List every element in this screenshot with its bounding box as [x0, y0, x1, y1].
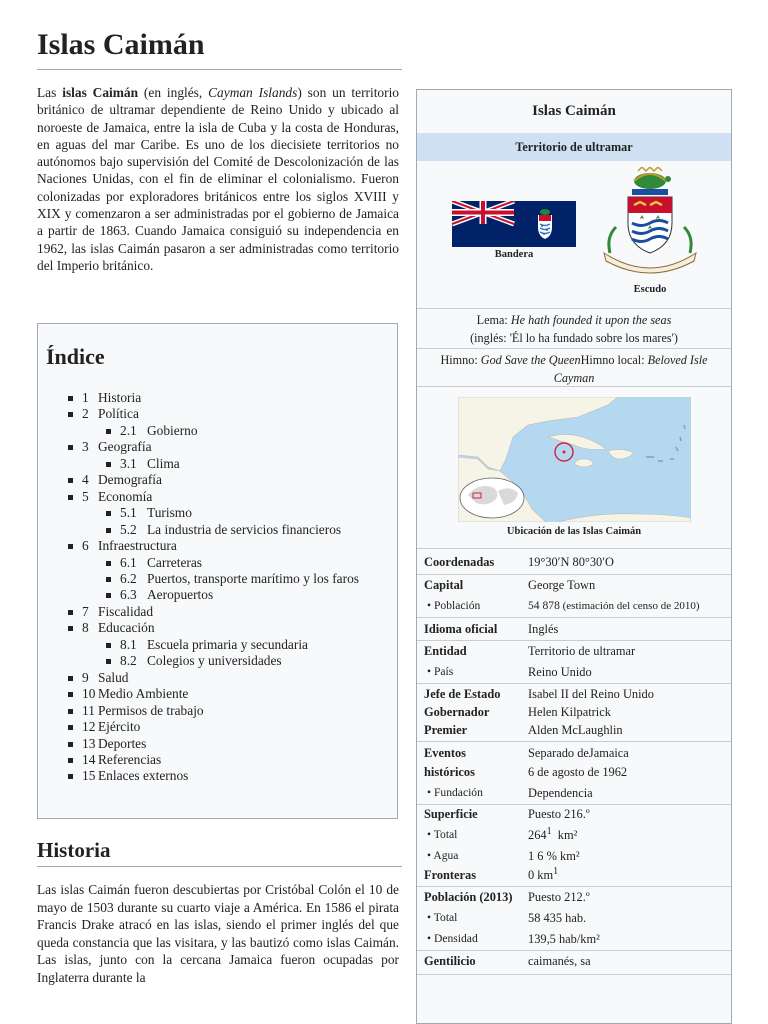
toc-item[interactable] [68, 620, 393, 636]
toc-item-label[interactable]: Geografía [98, 439, 152, 455]
premier-value[interactable]: Alden McLaughlin [528, 723, 623, 737]
toc-item-number: 5.2 [120, 521, 137, 537]
toc-item-label[interactable]: La industria de servicios financieros [147, 521, 342, 537]
toc-item-label[interactable]: Puertos, transporte marítimo y los faros [147, 570, 359, 586]
intro-paragraph: Las islas Caimán (en inglés, Cayman Islands) son un territorio británico de ultramar dependiente de Reino Unido y ubicado al noroeste de Jamaica, entre la isla de Cuba y la costa de Honduras, en aguas del mar Caribe. Es uno de los diecisiete territorios no autónomos bajo supervisión del Comité de Descolonización de las Naciones Unidas, con el fin de eliminar el colonialismo. Fueron colonizadas por exploradores británicos entre los siglos XVIII y XIX y comenzaron a ser administradas por el gobierno de Jamaica a partir de 1863. Cuando Jamaica consiguió su independencia en 1962, las islas Caimán pasaron a ser administradas como territorio del Imperio británico. [37, 85, 400, 273]
toc-item-label[interactable]: Infraestructura [98, 538, 177, 554]
toc-item-label[interactable]: Clima [147, 455, 180, 471]
toc-item[interactable] [68, 505, 393, 521]
premier-label: Premier [424, 723, 468, 737]
toc-item-number: 2 [82, 406, 89, 422]
location-map-image[interactable] [458, 397, 691, 522]
toc-item[interactable] [68, 604, 393, 620]
entity-value[interactable]: Territorio de ultramar [528, 644, 636, 658]
toc-item-label[interactable]: Demografía [98, 472, 162, 488]
toc-item-number: 3.1 [120, 455, 137, 471]
toc-item[interactable] [68, 406, 393, 422]
area-rank: Puesto 216.º [528, 807, 590, 821]
toc-item[interactable] [68, 768, 393, 784]
area-water-label: • Agua [427, 849, 459, 862]
toc-item-label[interactable]: Historia [98, 390, 142, 405]
toc-item[interactable] [68, 472, 393, 488]
head-of-state-label: Jefe de Estado [424, 687, 501, 701]
intro-bold-term: islas Caimán [62, 85, 139, 100]
cayman-flag-image[interactable] [452, 201, 576, 247]
entity-label: Entidad [424, 644, 467, 658]
toc-item-label[interactable]: Colegios y universidades [147, 653, 282, 669]
head-of-state-value[interactable]: Isabel II del Reino Unido [528, 687, 654, 701]
foundation-value: Dependencia [528, 786, 593, 800]
capital-population-value: 54 878 (estimación del censo de 2010) [528, 599, 700, 612]
title-divider [37, 69, 402, 70]
area-water-value: 1 6 % km² [528, 849, 580, 863]
official-language-label: Idioma oficial [424, 622, 498, 636]
area-total-label: • Total [427, 828, 458, 841]
population-label: Población (2013) [424, 890, 513, 904]
toc-item-number: 2.1 [120, 422, 137, 438]
toc-item[interactable] [68, 571, 393, 587]
capital-population-label: • Población [427, 599, 481, 612]
infobox-title: Islas Caimán [532, 103, 616, 119]
toc-item-label[interactable]: Medio Ambiente [98, 686, 189, 702]
toc-item-number: 6.2 [120, 570, 137, 586]
toc-item[interactable] [68, 555, 393, 571]
borders-value: 0 $km^1$ [528, 866, 559, 883]
toc-item-label[interactable]: Referencias [98, 751, 162, 767]
page-title: Islas Caimán [37, 28, 205, 61]
infobox [416, 89, 732, 1024]
section-divider [37, 866, 402, 867]
foundation-label: • Fundación [427, 786, 483, 799]
toc-item-number: 8 [82, 620, 89, 636]
toc-item-label[interactable]: Deportes [98, 735, 147, 751]
toc-item-label[interactable]: Permisos de trabajo [98, 702, 204, 718]
toc-item-label[interactable]: Gobierno [147, 422, 198, 438]
toc-item[interactable] [68, 456, 393, 472]
toc-item-number: 8.2 [120, 653, 137, 669]
population-rank: Puesto 212.º [528, 890, 590, 904]
area-label: Superficie [424, 807, 478, 821]
toc-item-label[interactable]: Política [98, 406, 139, 422]
flag-caption: Bandera [494, 249, 534, 260]
toc-item-number: 7 [82, 603, 89, 619]
toc-item[interactable] [68, 390, 393, 406]
coat-of-arms-caption: Escudo [633, 284, 667, 295]
toc-item[interactable] [68, 538, 393, 554]
country-value[interactable]: Reino Unido [528, 665, 592, 679]
table-of-contents [37, 323, 398, 819]
capital-value[interactable]: George Town [528, 578, 596, 592]
toc-item-number: 3 [82, 439, 89, 455]
capital-label: Capital [424, 578, 464, 592]
official-language-value[interactable]: Inglés [528, 622, 559, 636]
toc-item[interactable] [68, 719, 393, 735]
toc-item[interactable] [68, 439, 393, 455]
infobox-subtitle: Territorio de ultramar [417, 133, 731, 161]
toc-item-number: 13 [82, 735, 96, 751]
toc-item-number: 15 [82, 768, 96, 784]
density-value: 139,5 hab/km² [528, 932, 600, 946]
toc-item-number: 6.3 [120, 587, 137, 603]
demonym-label: Gentilicio [424, 954, 476, 968]
toc-item[interactable] [68, 653, 393, 669]
toc-item-number: 10 [82, 686, 96, 702]
toc-item[interactable] [68, 686, 393, 702]
toc-item-label[interactable]: Turismo [147, 505, 192, 521]
governor-value[interactable]: Helen Kilpatrick [528, 705, 611, 719]
coordinates-value[interactable]: 19°30′N 80°30′O [528, 555, 614, 569]
intro-english-name: Cayman Islands [208, 85, 298, 100]
local-anthem-link[interactable]: Beloved Isle Cayman [553, 353, 708, 385]
historic-events-date: 6 de agosto de 1962 [528, 765, 628, 779]
toc-item[interactable] [68, 670, 393, 686]
toc-item-number: 4 [82, 472, 89, 488]
toc-item-label[interactable]: Educación [98, 620, 155, 636]
country-label: • País [427, 665, 454, 678]
toc-item[interactable] [68, 703, 393, 719]
area-total-value: $264^1$ km² [528, 826, 578, 843]
toc-item[interactable] [68, 587, 393, 603]
toc-item-number: 5 [82, 488, 89, 504]
toc-item[interactable] [68, 522, 393, 538]
coordinates-label: Coordenadas [424, 555, 495, 569]
coat-of-arms-image[interactable] [598, 167, 702, 282]
toc-item-number: 6.1 [120, 554, 137, 570]
history-paragraph: Las islas Caimán fueron descubiertas por Cristóbal Colón el 10 de mayo de 1503 durante su cuarto viaje a América. En 1586 el pirata Francis Drake atracó en las islas, siendo el primer inglés del que queda constancia que las visitara, y las bautizó como islas Caimán. Las islas, junto con la cercana Jamaica fueron ocupadas por Inglaterra durante la [37, 882, 399, 985]
toc-item-number: 9 [82, 669, 89, 685]
toc-item[interactable] [68, 637, 393, 653]
toc-item[interactable] [68, 736, 393, 752]
toc-item[interactable] [68, 489, 393, 505]
toc-list [68, 390, 393, 785]
toc-item[interactable] [68, 752, 393, 768]
toc-item-label[interactable]: Enlaces externos [98, 768, 189, 784]
toc-item-label[interactable]: Fiscalidad [98, 603, 154, 619]
toc-item-label[interactable]: Salud [98, 669, 129, 685]
governor-label: Gobernador [424, 705, 490, 719]
population-total-value: 58 435 hab. [528, 911, 587, 925]
toc-item-label[interactable]: Ejército [98, 719, 141, 735]
section-heading-historia: Historia [37, 838, 111, 862]
toc-item-label[interactable]: Aeropuertos [147, 587, 214, 603]
toc-item-number: 6 [82, 538, 89, 554]
toc-item-number: 12 [82, 719, 96, 735]
toc-item-label[interactable]: Economía [98, 488, 153, 504]
motto: Lema: He hath founded it upon the seas (inglés: 'Él lo ha fundado sobre los mares') [470, 313, 678, 345]
anthem: Himno: God Save the QueenHimno local: Beloved Isle Cayman [440, 353, 708, 385]
historic-events-separation[interactable]: Separado deJamaica [528, 746, 629, 760]
toc-item-number: 5.1 [120, 505, 137, 521]
anthem-link[interactable]: God Save the Queen [480, 353, 581, 367]
map-caption: Ubicación de las Islas Caimán [506, 526, 642, 537]
borders-label: Fronteras [424, 868, 477, 882]
toc-item[interactable] [68, 423, 393, 439]
toc-item-number: 14 [82, 751, 96, 767]
toc-item-number: 8.1 [120, 636, 137, 652]
toc-item-number: 11 [82, 702, 95, 718]
toc-item-label[interactable]: Escuela primaria y secundaria [147, 636, 308, 652]
toc-item-number: 1 [82, 390, 89, 405]
density-label: • Densidad [427, 932, 478, 945]
toc-item-label[interactable]: Carreteras [147, 554, 203, 570]
population-total-label: • Total [427, 911, 458, 924]
toc-title: Índice [46, 344, 105, 369]
demonym-value: caimanés, sa [528, 954, 591, 968]
historic-events-label: Eventos históricos [424, 746, 475, 779]
